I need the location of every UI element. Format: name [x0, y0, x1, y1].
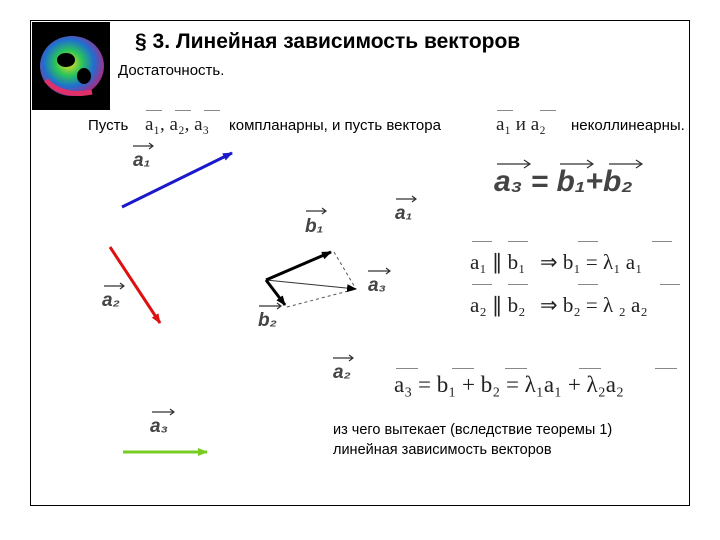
- statement-prefix: Пусть: [88, 117, 129, 134]
- label-arrow: [152, 409, 174, 415]
- overbar: [472, 241, 492, 242]
- statement-suffix: неколлинеарны.: [571, 117, 685, 134]
- statement-middle: компланарны, и пусть вектора: [229, 117, 441, 134]
- label-a1-top: a₁: [133, 150, 151, 171]
- conclusion-line-1: из чего вытекает (вследствие теоремы 1): [333, 422, 613, 438]
- label-arrow: [368, 268, 390, 274]
- label-b2: b₂: [258, 310, 277, 331]
- label-arrow: [104, 283, 124, 289]
- final-equation: a₃ = b₁ + b₂ = λ₁a₁ + λ₂a₂: [394, 372, 624, 397]
- overbar: [472, 284, 492, 285]
- label-a3-mid: a₃: [368, 275, 386, 296]
- statement-vectors-coplanar: a₁, a₂, a₃: [145, 114, 210, 135]
- decomposition-equation: a₃ = b₁+b₂: [494, 165, 633, 198]
- overbar: [452, 368, 474, 369]
- label-a1-mid: a₁: [395, 203, 413, 224]
- overbar: [660, 284, 680, 285]
- label-arrow: [306, 208, 326, 214]
- label-a3-bottom: a₃: [150, 416, 168, 437]
- overbar: [579, 368, 601, 369]
- relation-1-left: a₁ ∥ b₁: [470, 250, 526, 274]
- overbar: [578, 241, 598, 242]
- relation-2-left: a₂ ∥ b₂: [470, 293, 526, 317]
- vector-a3-construction: [266, 280, 356, 289]
- overbar: [505, 368, 527, 369]
- vector-b1-arrow: [266, 252, 331, 280]
- overbar: [508, 284, 528, 285]
- statement-vectors-noncollinear: a₁ и a₂: [496, 114, 546, 135]
- label-b1: b₁: [305, 216, 324, 237]
- label-a2-mid: a₂: [333, 362, 351, 383]
- relation-2-right: ⇒ b₂ = λ ₂ a₂: [540, 293, 648, 317]
- overbar: [396, 368, 418, 369]
- relation-1-right: ⇒ b₁ = λ₁ a₁: [540, 250, 643, 274]
- guide-line: [287, 289, 356, 307]
- label-arrow: [333, 355, 353, 361]
- slide-subtitle: Достаточность.: [118, 62, 225, 79]
- label-arrow: [133, 143, 153, 149]
- label-arrow: [396, 196, 416, 202]
- guide-line: [334, 252, 356, 289]
- slide-title: § 3. Линейная зависимость векторов: [135, 30, 521, 53]
- overbar: [578, 284, 598, 285]
- overbar: [508, 241, 528, 242]
- label-arrow: [259, 303, 281, 309]
- label-a2-left: a₂: [102, 290, 120, 311]
- conclusion-text: [333, 420, 612, 460]
- overbar: [652, 241, 672, 242]
- vector-b2-arrow: [266, 280, 285, 305]
- overbar: [655, 368, 677, 369]
- conclusion-line-2: линейная зависимость векторов: [333, 442, 552, 458]
